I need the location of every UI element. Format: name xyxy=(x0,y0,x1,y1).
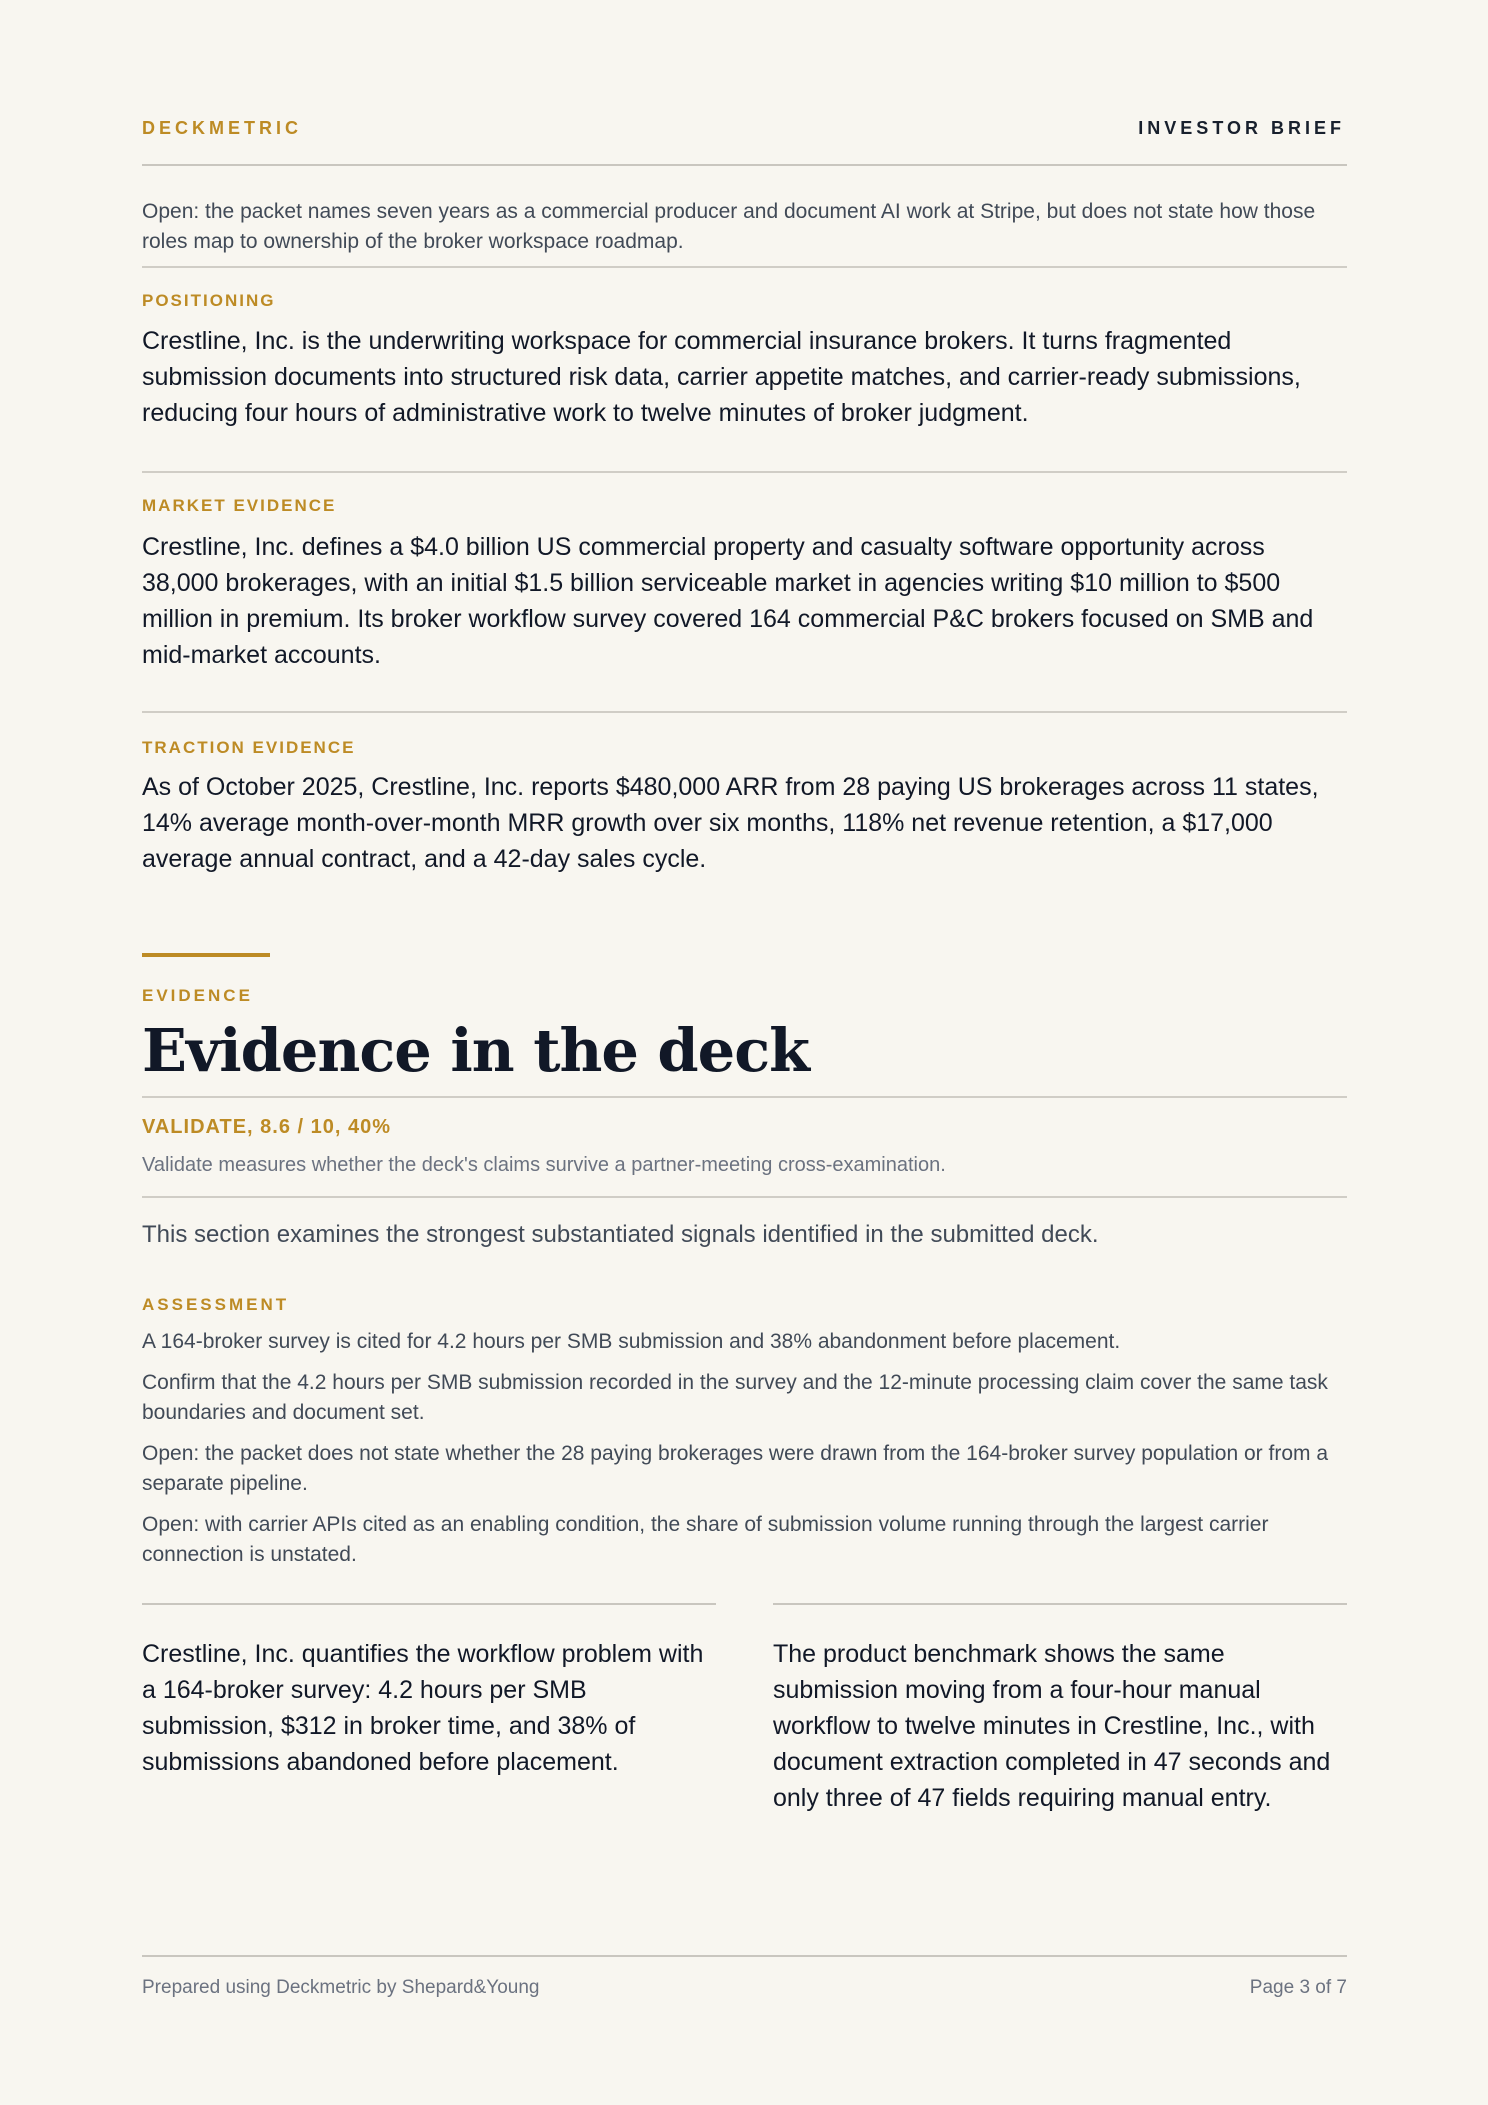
workflow-problem-text: Crestline, Inc. quantifies the workflow problem with a 164-broker survey: 4.2 hours per SMB submission, $312 in broker time, and 38% of submissions abandoned before placement. xyxy=(142,1640,704,1776)
assessment-item: Confirm that the 4.2 hours per SMB submission recorded in the survey and the 12-minute processing claim cover the same task boundaries and document set. xyxy=(142,1371,1328,1424)
assessment-item: A 164-broker survey is cited for 4.2 hours per SMB submission and 38% abandonment before placement. xyxy=(142,1330,1121,1353)
positioning-text: Crestline, Inc. is the underwriting workspace for commercial insurance brokers. It turns fragmented submission documents into structured risk data, carrier appetite matches, and carrier-ready submissions, reducing four hours of administrative work to twelve minutes of broker judgment. xyxy=(142,327,1301,427)
section-divider xyxy=(142,711,1347,713)
section-title: Evidence in the deck xyxy=(142,1016,810,1085)
assessment-list xyxy=(142,1327,1347,1581)
validation-score: VALIDATE, 8.6 / 10, 40% xyxy=(142,1116,392,1138)
validation-description: Validate measures whether the deck's claims survive a partner-meeting cross-examination. xyxy=(142,1154,946,1176)
brand-name: DECKMETRIC xyxy=(142,118,302,138)
market-evidence-text: Crestline, Inc. defines a $4.0 billion US commercial property and casualty software opportunity across 38,000 brokerages, with an initial $1.5 billion serviceable market in agencies writing $10 million to $500 million in premium. Its broker workflow survey covered 164 commercial P&C brokers focused on SMB and mid-market accounts. xyxy=(142,533,1314,669)
score-divider xyxy=(142,1196,1347,1198)
footer-divider xyxy=(142,1955,1347,1957)
assessment-item: Open: with carrier APIs cited as an enabling condition, the share of submission volume running through the largest carrier connection is unstated. xyxy=(142,1513,1269,1566)
title-divider xyxy=(142,1096,1347,1098)
section-divider xyxy=(142,471,1347,473)
positioning-label: POSITIONING xyxy=(142,291,276,310)
assessment-label: ASSESSMENT xyxy=(142,1295,290,1314)
product-benchmark-text: The product benchmark shows the same submission moving from a four-hour manual workflow to twelve minutes in Crestline, Inc., with document extraction completed in 47 seconds and only three of 47 fields requiring manual entry. xyxy=(773,1640,1331,1812)
evidence-kicker: EVIDENCE xyxy=(142,986,253,1005)
intro-note: Open: the packet names seven years as a commercial producer and document AI work at Stripe, but does not state how those roles map to ownership of the broker workspace roadmap. xyxy=(142,200,1316,253)
footer-attribution: Prepared using Deckmetric by Shepard&Young xyxy=(142,1977,540,1998)
traction-evidence-text: As of October 2025, Crestline, Inc. reports $480,000 ARR from 28 paying US brokerages across 11 states, 14% average month-over-month MRR growth over six months, 118% net revenue retention, a $17,000 average annual contract, and a 42-day sales cycle. xyxy=(142,773,1319,873)
document-type: INVESTOR BRIEF xyxy=(1138,118,1345,138)
evidence-column-right xyxy=(773,1603,1347,1816)
section-accent-rule xyxy=(142,953,270,957)
traction-evidence-label: TRACTION EVIDENCE xyxy=(142,738,356,757)
assessment-item: Open: the packet does not state whether the 28 paying brokerages were drawn from the 164-broker survey population or from a separate pipeline. xyxy=(142,1442,1329,1495)
page-number: Page 3 of 7 xyxy=(1249,1977,1347,1998)
page-header xyxy=(142,116,1347,166)
evidence-column-left xyxy=(142,1603,716,1780)
evidence-lead: This section examines the strongest substantiated signals identified in the submitted deck. xyxy=(142,1221,1099,1248)
section-divider xyxy=(142,266,1347,268)
market-evidence-label: MARKET EVIDENCE xyxy=(142,496,337,515)
